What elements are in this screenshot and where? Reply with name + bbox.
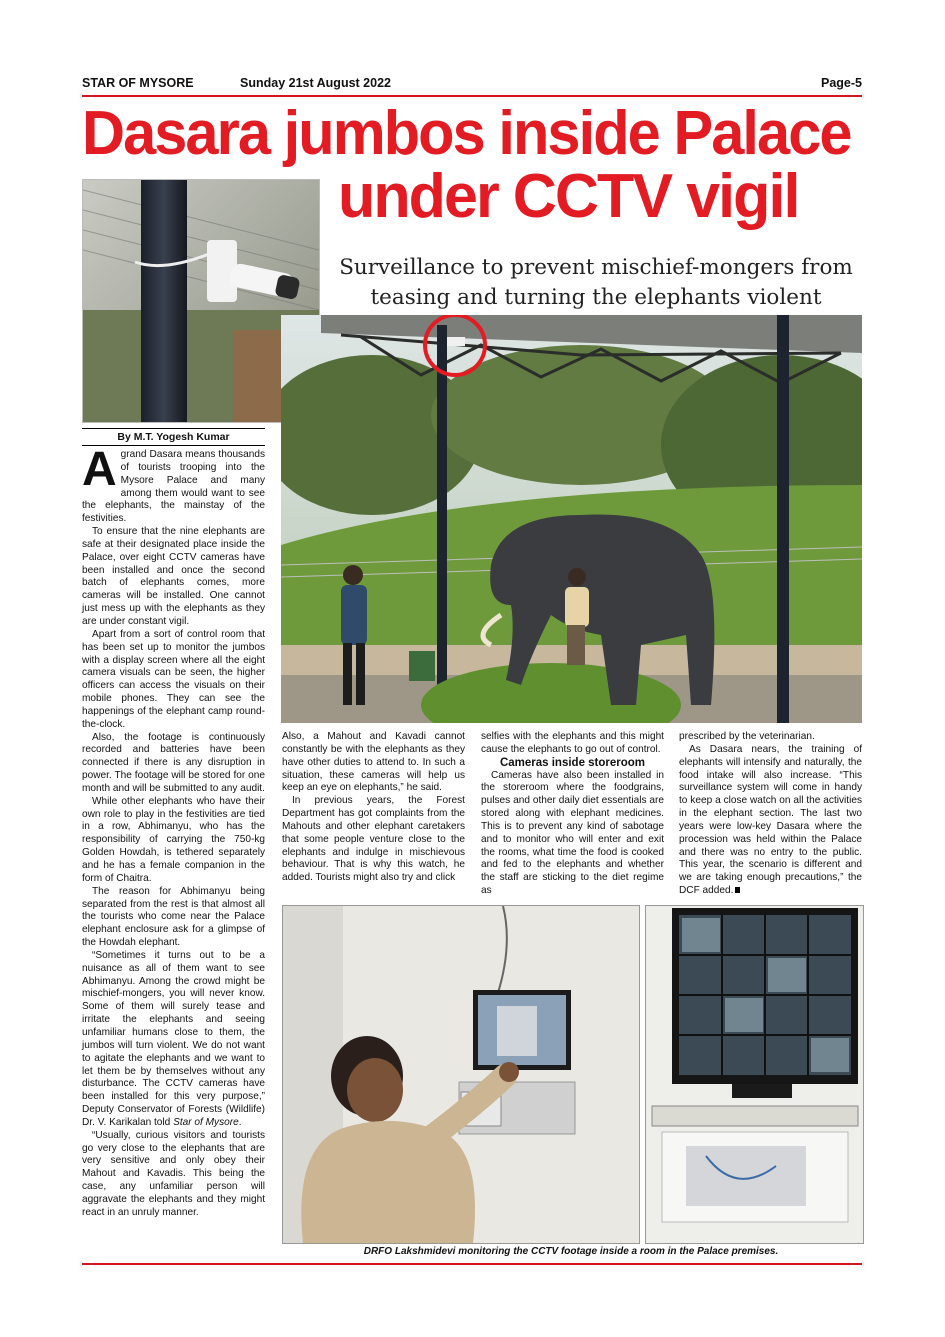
publication-name: Star of Mysore [173, 1116, 239, 1128]
article-paragraph: prescribed by the veterinarian. [679, 731, 815, 742]
article-paragraph: “Usually, curious visitors and tourists go very close to the elephants that are very sensitive and only obey their Mahout and Kavadis. This being the case, any unfamiliar person will aggravate the elephants and they might react in an unruly manner. [82, 1129, 265, 1218]
article-paragraph: In previous years, the Forest Department has got complaints from the Mahouts and other elephant caretakers that some people venture close to the elephants and indulge in mischievous behaviour. That is why this watch, he added. Tourists might also try and click [282, 795, 465, 884]
officer-monitoring-illustration [283, 906, 639, 1243]
bottom-rule [82, 1263, 862, 1265]
subheadline-line-1: Surveillance to prevent mischief-mongers from [339, 255, 853, 280]
article-column-3 [481, 731, 664, 898]
issue-date: Sunday 21st August 2022 [240, 76, 391, 90]
cctv-grid-monitor-photo [645, 905, 864, 1244]
article-paragraph: Apart from a sort of control room that has been set up to monitor the jumbos with a display screen where all the eight camera visuals can be seen, the higher officers can access the visuals on their mobile phones. They can see the happenings of the elephant camp round-the-clock. [82, 628, 265, 730]
byline: By M.T. Yogesh Kumar [82, 428, 265, 446]
article-paragraph: While other elephants who have their own role to play in the festivities are tied in a row, Abhimanyu, who has the responsibility of carrying the 750-kg Golden Howdah, is tethered separately and he has a female companion in the form of Chaitra. [82, 795, 265, 884]
elephant-shelter-illustration [281, 315, 862, 723]
headline-line-1: Dasara jumbos inside Palace [82, 99, 851, 168]
article-paragraph: selfies with the elephants and this might cause the elephants to go out of control. [481, 731, 664, 755]
article-paragraph: To ensure that the nine elephants are safe at their designated place inside the Palace, over eight CCTV cameras have been installed and once the second batch of elephants comes, more cameras will be installed. One cannot just mess up with the elephants as they are under constant vigil. [82, 526, 265, 627]
end-of-story-mark [735, 887, 740, 893]
article-paragraph: Agrand Dasara means thousands of tourists trooping into the Mysore Palace and many among them would want to see the elephants, the mainstay of the festivities. [82, 443, 265, 525]
officer-monitoring-photo [282, 905, 640, 1244]
page-number: Page-5 [821, 76, 862, 90]
section-subhead: Cameras inside storeroom [499, 756, 646, 769]
article-paragraph: The reason for Abhimanyu being separated from the rest is that almost all the tourists who come near the Palace elephant enclosure ask for a glimpse of the Howdah elephant. [82, 885, 265, 949]
photo-caption: DRFO Lakshmidevi monitoring the CCTV footage inside a room in the Palace premises. [363, 1246, 779, 1257]
subheadline-line-2: teasing and turning the elephants violent [370, 285, 822, 310]
article-paragraph: Cameras have also been installed in the storeroom where the foodgrains, pulses and other daily diet essentials are stored along with elephant medicines. This is to prevent any kind of sabotage and to monitor who will enter and exit the rooms, what time the food is cooked and fed to the elephants and whether the staff are sticking to the diet regime as [481, 769, 664, 897]
headline-line-2: under CCTV vigil [338, 162, 799, 231]
newspaper-name: STAR OF MYSORE [82, 76, 194, 90]
article-paragraph: Also, a Mahout and Kavadi cannot constantly be with the elephants as they have other duties to attend to. In such a situation, these cameras will help us keep an eye on elephants,” he said. [282, 731, 465, 794]
elephant-shelter-photo [281, 315, 862, 723]
masthead [82, 76, 862, 94]
article-column-4 [679, 731, 862, 898]
article-paragraph: “Sometimes it turns out to be a nuisance as all of them want to see Abhimanyu. Among the crowd might be mischief-mongers, you will never know. Some of them will surely tease and irritate the elephants and seeing unfamiliar humans close to them, the jumbos will turn violent. We do not want to agitate the elephants and we want to let them be by themselves without any disturbance. The CCTV cameras have been installed for this very purpose,” Deputy Conservator of Forests (Wildlife) Dr. V. Karikalan told Star of Mysore. [82, 949, 265, 1128]
masthead-rule [82, 95, 862, 97]
subheadline [330, 253, 862, 313]
article-paragraph: As Dasara nears, the training of elephants will intensify and naturally, the food intake will also increase. “This surveillance system will come in handy to keep a close watch on all the activities in the elephant section. The last two years were low-key Dasara where the procession was held within the Palace and there was no entry to the public. This year, the scenario is different and we are taking enough precautions,” the DCF added. [679, 743, 862, 897]
article-column-2 [282, 731, 465, 885]
article-paragraph: Also, the footage is continuously recorded and batteries have been connected if there is any disruption in power. The footage will be stored for one month and will be submitted to any audit. [82, 731, 265, 794]
article-column-1 [82, 443, 265, 1220]
drop-cap: A [82, 443, 117, 496]
cctv-grid-monitor-illustration [646, 906, 863, 1243]
